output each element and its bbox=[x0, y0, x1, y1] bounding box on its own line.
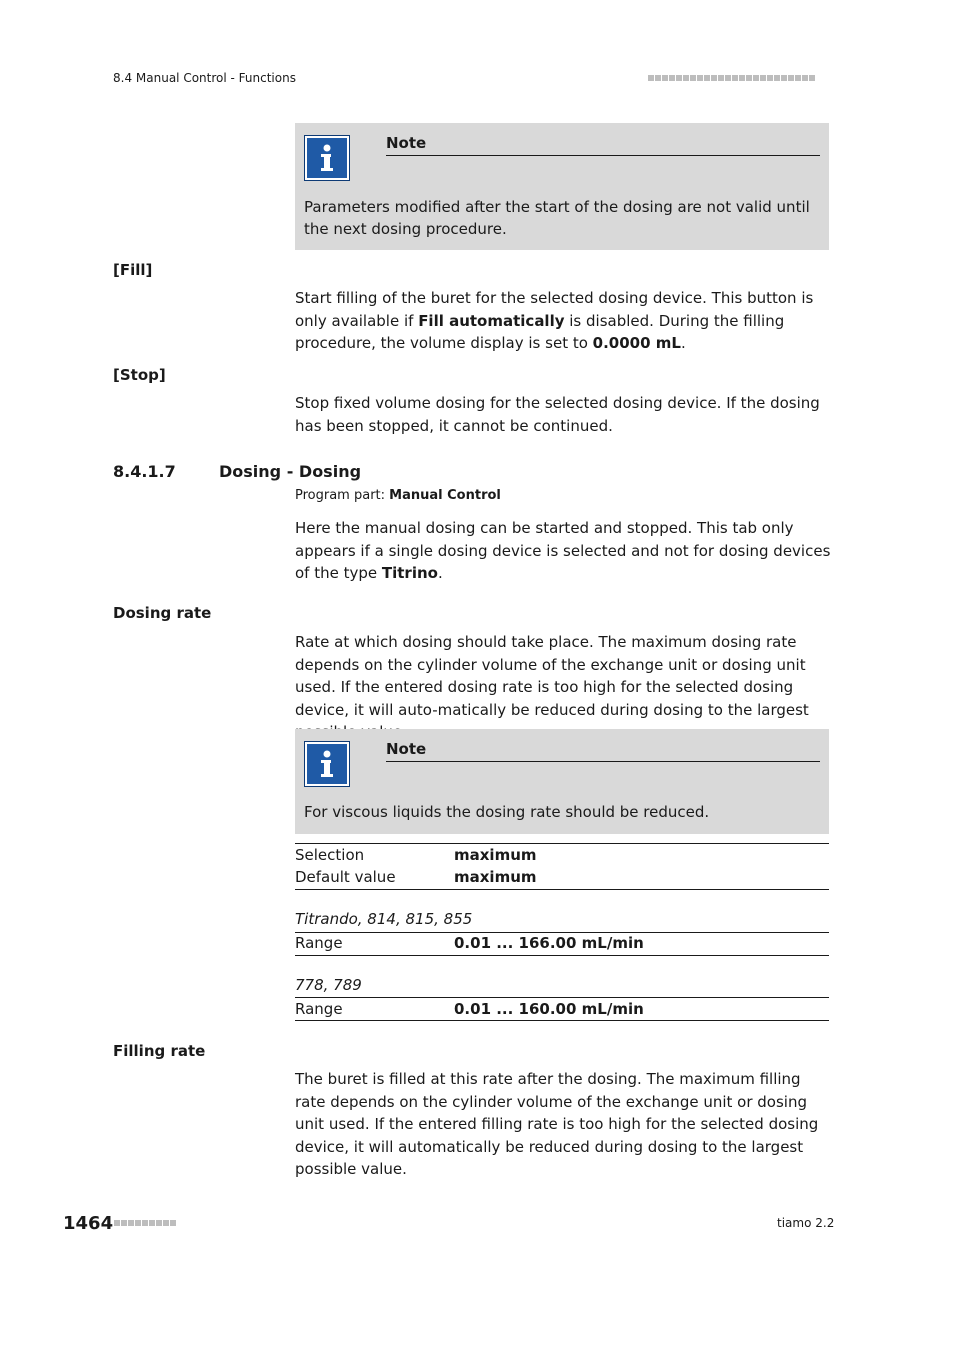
note-text: Parameters modified after the start of the dosing are not valid until the next dosing procedure. bbox=[304, 198, 810, 238]
table-rule bbox=[295, 889, 829, 890]
selection-value: maximum bbox=[454, 846, 537, 864]
table-rule bbox=[295, 955, 829, 956]
range-label: Range bbox=[295, 1000, 343, 1018]
table-rule bbox=[295, 843, 829, 844]
footer-decoration bbox=[114, 1220, 176, 1226]
range-value: 0.01 ... 166.00 mL/min bbox=[454, 934, 644, 952]
note-title: Note bbox=[386, 740, 427, 758]
device-caption: Titrando, 814, 815, 855 bbox=[295, 910, 473, 928]
note-text: For viscous liquids the dosing rate should be reduced. bbox=[304, 803, 710, 821]
fill-label: [Fill] bbox=[113, 261, 153, 279]
section-description: Here the manual dosing can be started and stopped. This tab only appears if a single dosing device is selected and not for dosing devices of the type Titrino. bbox=[295, 519, 831, 582]
info-icon bbox=[304, 741, 350, 787]
filling-rate-label: Filling rate bbox=[113, 1042, 206, 1060]
table-rule bbox=[295, 1020, 829, 1021]
table-rule bbox=[295, 932, 829, 933]
selection-label: Selection bbox=[295, 846, 365, 864]
filling-rate-description: The buret is filled at this rate after the dosing. The maximum filling rate depends on the cylinder volume of the exchange unit or dosing unit used. If the entered filling rate is too high for the selected dosing device, it will automatically be reduced during dosing to the largest possible value. bbox=[295, 1070, 819, 1178]
note-divider bbox=[386, 761, 820, 762]
table-rule bbox=[295, 997, 829, 998]
section-title: Dosing - Dosing bbox=[219, 462, 362, 481]
running-header: 8.4 Manual Control - Functions bbox=[113, 71, 296, 85]
program-part: Program part: Manual Control bbox=[295, 488, 501, 503]
dosing-rate-description: Rate at which dosing should take place. The maximum dosing rate depends on the cylinder volume of the exchange unit or dosing unit used. If the entered dosing rate is too high for the selected dosing device, it will auto-matically be reduced during dosing to the largest bbox=[295, 633, 809, 719]
info-icon bbox=[304, 135, 350, 181]
section-number: 8.4.1.7 bbox=[113, 462, 176, 481]
stop-description: Stop fixed volume dosing for the selected dosing device. If the dosing has been stopped, it cannot be continued. bbox=[295, 394, 820, 435]
device-caption: 778, 789 bbox=[295, 976, 362, 994]
range-label: Range bbox=[295, 934, 343, 952]
fill-description: Start filling of the buret for the selected dosing device. This button is only available if Fill automatically is disabled. During the filling procedure, the volume display is set to 0.0000 mL. bbox=[295, 289, 814, 352]
dosing-rate-label: Dosing rate bbox=[113, 604, 212, 622]
stop-label: [Stop] bbox=[113, 366, 166, 384]
product-name: tiamo 2.2 bbox=[777, 1216, 835, 1230]
header-decoration bbox=[648, 75, 815, 81]
note-box bbox=[295, 123, 829, 250]
note-divider bbox=[386, 155, 820, 156]
default-value: maximum bbox=[454, 868, 537, 886]
range-value: 0.01 ... 160.00 mL/min bbox=[454, 1000, 644, 1018]
note-box bbox=[295, 729, 829, 834]
page-number: 1464 bbox=[63, 1213, 114, 1234]
default-value-label: Default value bbox=[295, 868, 396, 886]
note-title: Note bbox=[386, 134, 427, 152]
